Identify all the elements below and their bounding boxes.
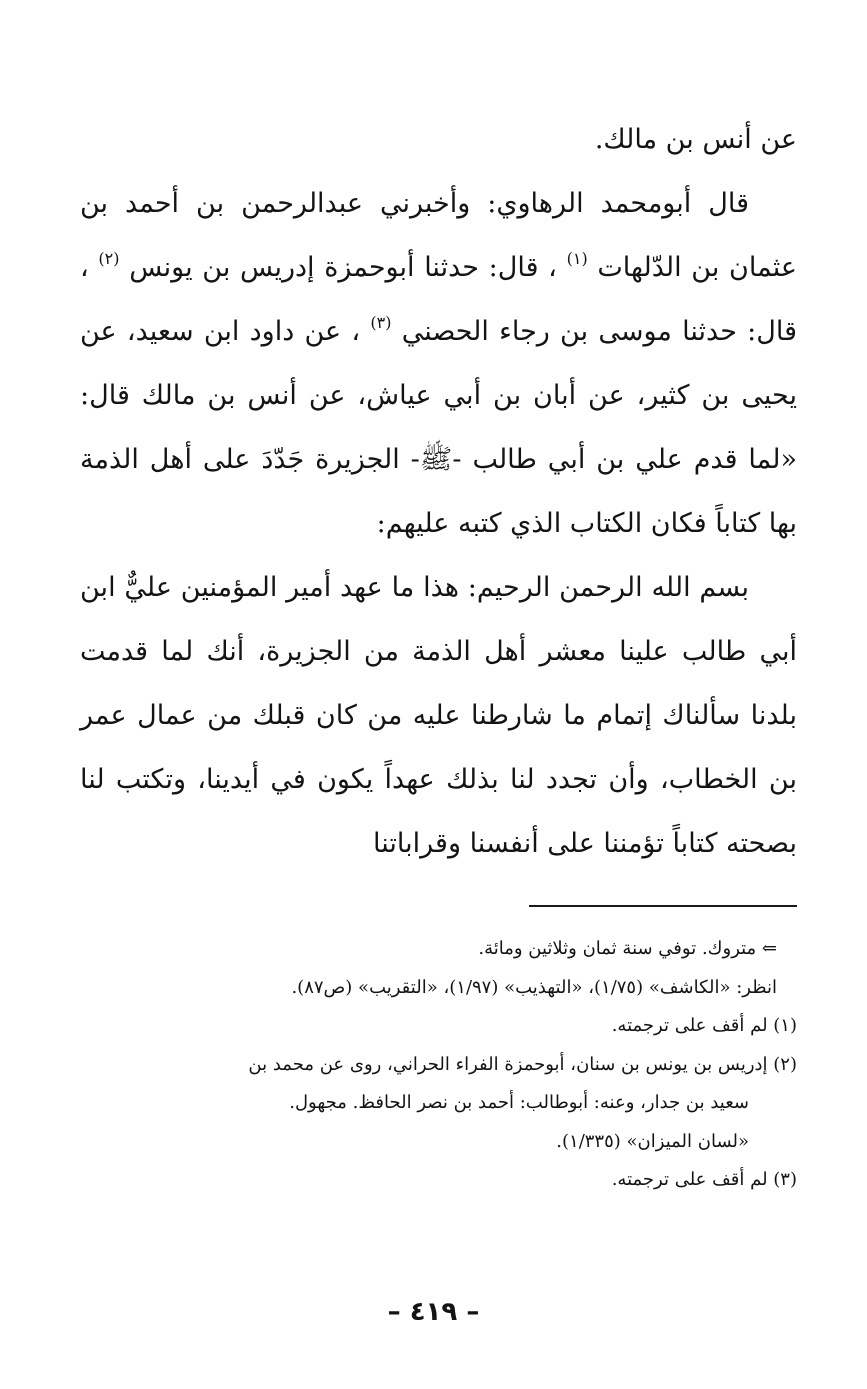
paragraph-1: عن أنس بن مالك. [594,124,797,155]
footnote-2-line-1: (٢) إدريس بن يونس بن سنان، أبوحمزة الفراء الحراني، روى عن محمد بن [248,1053,797,1075]
main-text [80,108,797,876]
footnote-ref-3: (٣) [370,313,392,332]
footnote-divider [529,905,797,907]
footnote-ref-2: (٢) [98,249,120,268]
footnote-continuation-1: ⇐ متروك. توفي سنة ثمان وثلاثين ومائة. [478,938,777,959]
paragraph-3: بسم الله الرحمن الرحيم: هذا ما عهد أمير المؤمنين عليٌّ ابن أبي طالب علينا معشر أهل الذمة من الجزيرة، أنك لما قدمت بلدنا سألناك إتمام ما شارطنا عليه من كان قبلك من عمال عمر بن الخطاب، وأن تجدد لنا بذلك عهداً يكون في أيدينا، وتكتب لنا بصحته كتاباً تؤمننا على أنفسنا وقراباتنا [80,572,797,859]
paragraph-2-part-b: ، قال: حدثنا أبوحمزة إدريس بن يونس [129,252,557,283]
footnote-3: (٣) لم أقف على ترجمته. [611,1169,797,1190]
footnote-1: (١) لم أقف على ترجمته. [611,1015,797,1036]
page-number: – ٤١٩ – [387,1297,480,1327]
footnote-2-line-3: «لسان الميزان» (١/٣٣٥). [556,1130,749,1152]
footnote-continuation-2: انظر: «الكاشف» (١/٧٥)، «التهذيب» (١/٩٧)، «التقريب» (ص٨٧). [291,976,777,998]
paragraph-2-part-a: قال أبومحمد الرهاوي: وأخبرني عبدالرحمن بن أحمد بن عثمان بن الدّلهات [80,188,797,283]
paragraph-2-part-d: ، عن داود ابن سعيد، عن يحيى بن كثير، عن أبان بن أبي عياش، عن أنس بن مالك قال: «لما قدم علي بن أبي طالب -ﷺ- الجزيرة جَدّدَ على أهل الذمة بها كتاباً فكان الكتاب الذي كتبه عليهم: [80,316,797,539]
footnotes [80,930,797,1200]
footnote-ref-1: (١) [566,249,588,268]
paragraph-2 [80,172,797,556]
paragraph-2-part-c: ، قال: حدثنا موسى بن رجاء الحصني [80,252,797,347]
footnote-2-line-2: سعيد بن جدار، وعنه: أبوطالب: أحمد بن نصر الحافظ. مجهول. [289,1092,749,1113]
